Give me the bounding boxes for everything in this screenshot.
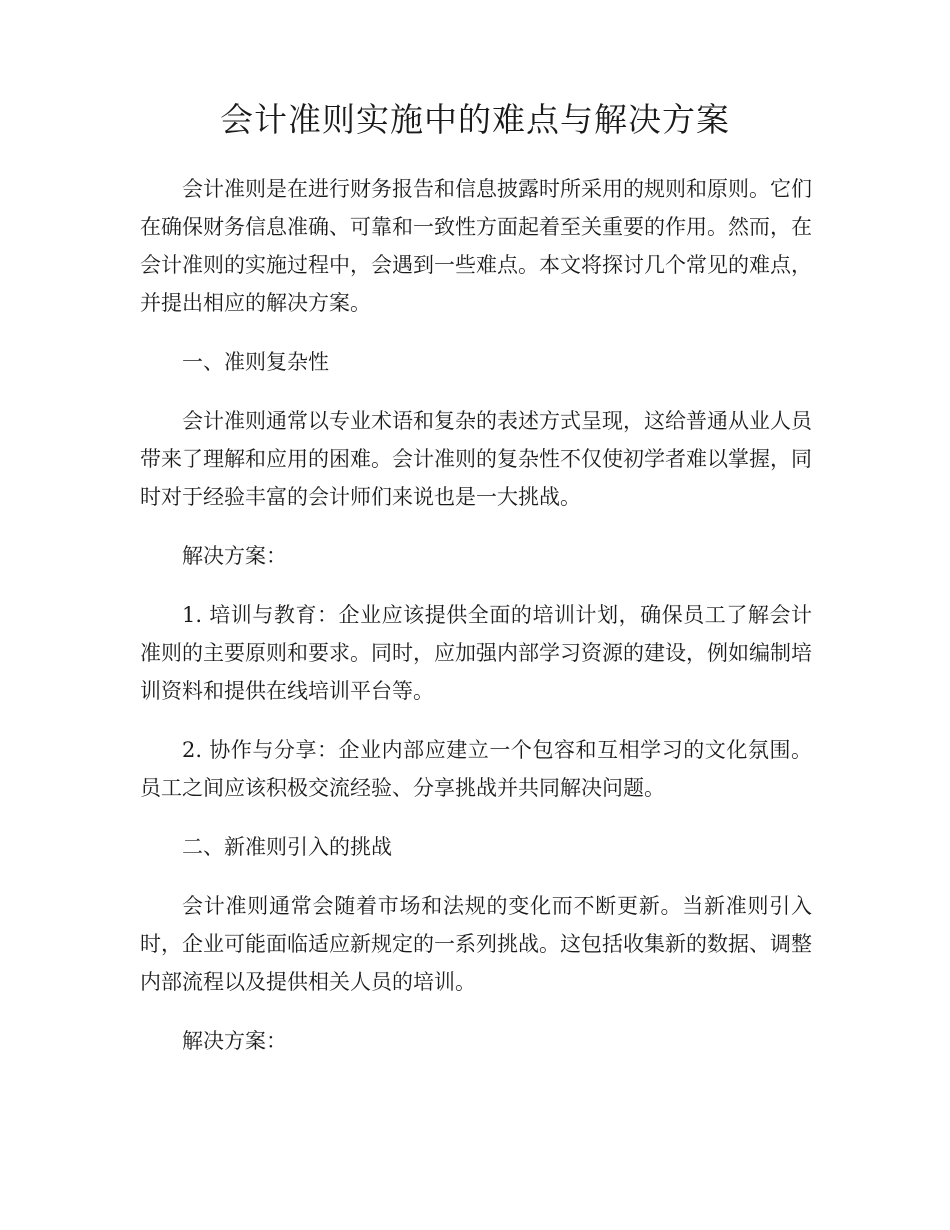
solution-item-2: 2. 协作与分享：企业内部应建立一个包容和互相学习的文化氛围。员工之间应该积极交流经验、分享挑战并共同解决问题。 bbox=[140, 738, 812, 800]
body-paragraph: 会计准则通常以专业术语和复杂的表述方式呈现，这给普通从业人员带来了理解和应用的困难。会计准则的复杂性不仅使初学者难以掌握，同时对于经验丰富的会计师们来说也是一大挑战。 bbox=[140, 409, 812, 509]
solution-heading: 解决方案： bbox=[182, 544, 287, 568]
document-title: 会计准则实施中的难点与解决方案 bbox=[220, 100, 730, 139]
solution-heading: 解决方案： bbox=[182, 1029, 287, 1053]
document-body bbox=[140, 170, 812, 1081]
body-paragraph: 会计准则通常会随着市场和法规的变化而不断更新。当新准则引入时，企业可能面临适应新规定的一系列挑战。这包括收集新的数据、调整内部流程以及提供相关人员的培训。 bbox=[140, 894, 812, 994]
section-heading-1: 一、准则复杂性 bbox=[182, 350, 329, 374]
solution-item-1: 1. 培训与教育：企业应该提供全面的培训计划，确保员工了解会计准则的主要原则和要求。同时，应加强内部学习资源的建设，例如编制培训资料和提供在线培训平台等。 bbox=[140, 603, 812, 703]
intro-paragraph: 会计准则是在进行财务报告和信息披露时所采用的规则和原则。它们在确保财务信息准确、可靠和一致性方面起着至关重要的作用。然而，在会计准则的实施过程中，会遇到一些难点。本文将探讨几个常见的难点，并提出相应的解决方案。 bbox=[140, 177, 812, 315]
section-heading-2: 二、新准则引入的挑战 bbox=[182, 835, 392, 859]
